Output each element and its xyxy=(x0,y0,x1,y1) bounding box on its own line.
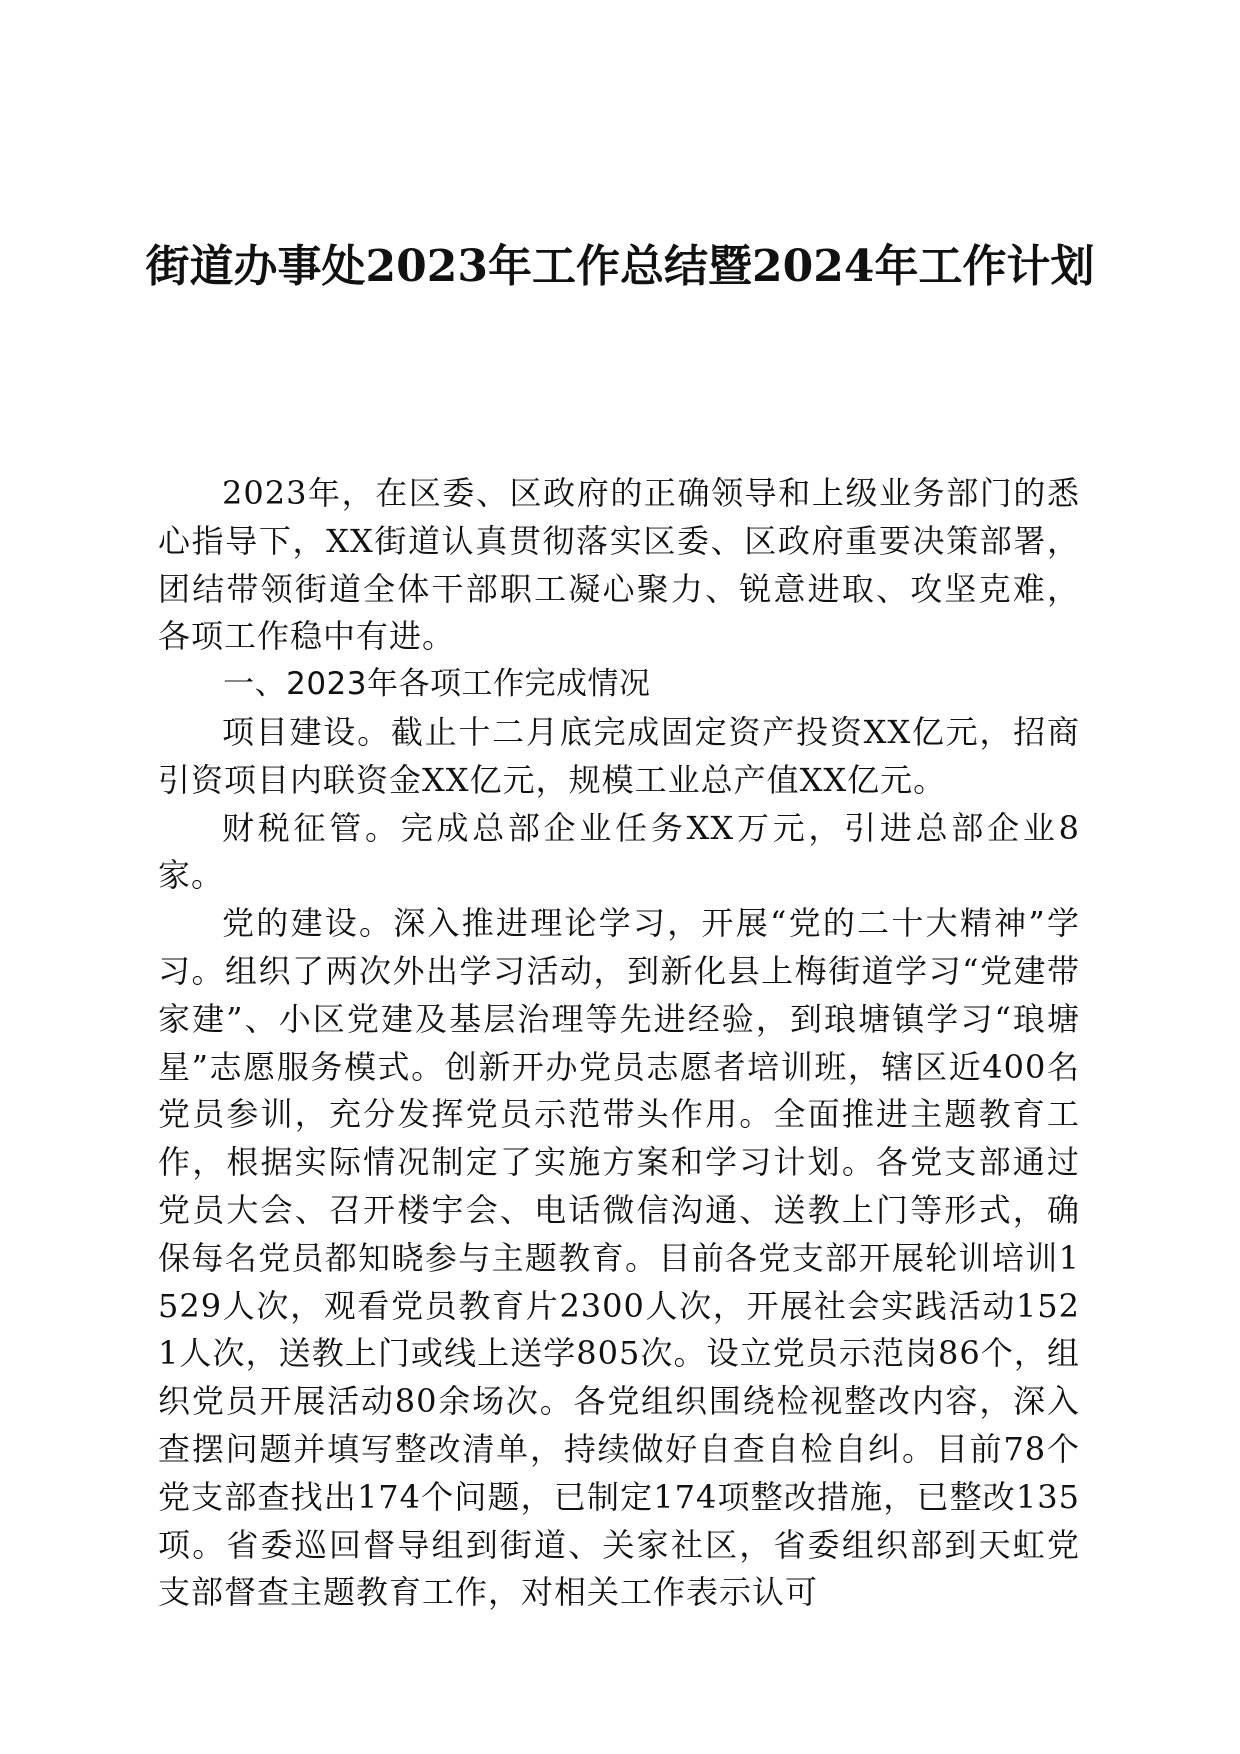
finance-tax-paragraph: 财税征管。完成总部企业任务XX万元，引进总部企业8家。 xyxy=(158,808,1080,895)
document-body xyxy=(158,470,1080,1617)
party-building-paragraph: 党的建设。深入推进理论学习，开展“党的二十大精神”学习。组织了两次外出学习活动，到新化县上梅街道学习“党建带家建”、小区党建及基层治理等先进经验，到琅塘镇学习“琅塘星”志愿服务模式。创新开办党员志愿者培训班，辖区近400名党员参训，充分发挥党员示范带头作用。全面推进主题教育工作，根据实际情况制定了实施方案和学习计划。各党支部通过党员大会、召开楼宇会、电话微信沟通、送教上门等形式，确保每名党员都知晓参与主题教育。目前各党支部开展轮训培训1529人次，观看党员教育片2300人次，开展社会实践活动1521人次，送教上门或线上送学805次。设立党员示范岗86个，组织党员开展活动80余场次。各党组织围绕检视整改内容，深入查摆问题并填写整改清单，持续做好自查自检自纠。目前78个党支部查找出174个问题，已制定174项整改措施，已整改135项。省委巡回督导组到街道、关家社区，省委组织部到天虹党支部督查主题教育工作，对相关工作表示认可 xyxy=(158,904,1080,1612)
intro-paragraph: 2023年，在区委、区政府的正确领导和上级业务部门的悉心指导下，XX街道认真贯彻落实区委、区政府重要决策部署，团结带领街道全体干部职工凝心聚力、锐意进取、攻坚克难，各项工作稳中有进。 xyxy=(158,474,1080,656)
document-title: 街道办事处2023年工作总结暨2024年工作计划 xyxy=(145,241,1095,292)
project-construction-paragraph: 项目建设。截止十二月底完成固定资产投资XX亿元，招商引资项目内联资金XX亿元，规模工业总产值XX亿元。 xyxy=(158,712,1080,799)
section-heading: 一、2023年各项工作完成情况 xyxy=(223,666,651,703)
